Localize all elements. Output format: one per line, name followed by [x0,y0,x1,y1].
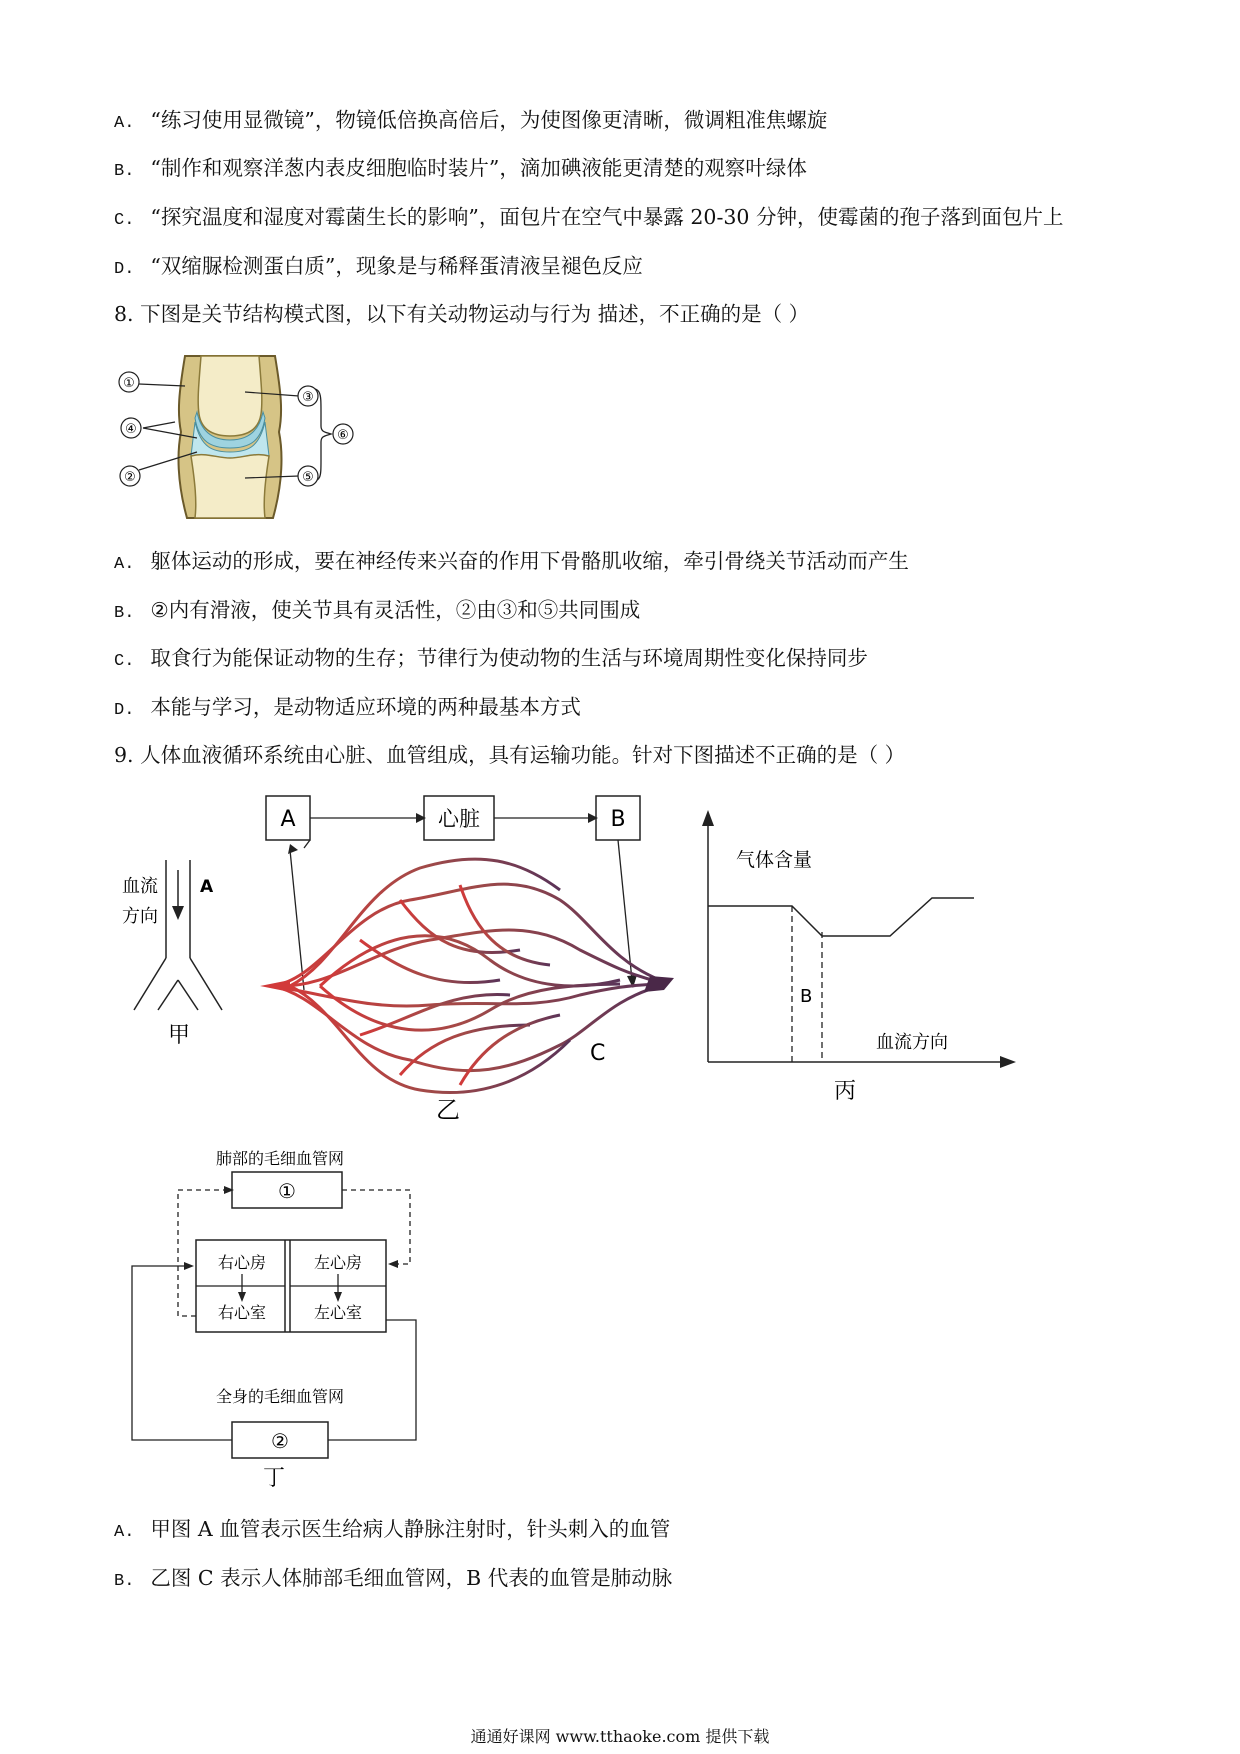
q9-option-b: B. 乙图 C 表示人体肺部毛细血管网，B 代表的血管是肺动脉 [114,1566,673,1591]
svg-text:全身的毛细血管网: 全身的毛细血管网 [215,1387,345,1406]
label-3 [298,386,318,406]
figure-jia-vessel [110,850,250,1055]
svg-text:①: ① [278,1179,296,1203]
svg-text:气体含量: 气体含量 [736,849,813,871]
artery-end [260,980,290,992]
svg-text:B: B [610,807,626,832]
figure-bing-graph [690,800,1030,1110]
label-1 [119,372,139,392]
page-footer: 通通好课网 www.tthaoke.com 提供下载 [470,1727,770,1746]
svg-text:左心房: 左心房 [313,1253,363,1272]
q9-option-a: A. 甲图 A 血管表示医生给病人静脉注射时，针头刺入的血管 [114,1517,671,1542]
svg-text:⑥: ⑥ [337,428,349,443]
q7-option-d: D. “双缩脲检测蛋白质”，现象是与稀释蛋清液呈褪色反应 [114,254,643,279]
svg-text:乙: 乙 [436,1096,460,1124]
gas-curve [708,898,974,936]
figure-yi-capillary [260,790,680,1130]
q7-option-b: B. “制作和观察洋葱内表皮细胞临时装片”，滴加碘液能更清楚的观察叶绿体 [114,156,807,181]
svg-text:③: ③ [302,390,314,405]
svg-text:⑤: ⑤ [302,470,314,485]
q8-option-a: A. 躯体运动的形成，要在神经传来兴奋的作用下骨骼肌收缩，牵引骨绕关节活动而产生 [114,549,909,574]
svg-text:②: ② [124,470,136,485]
svg-text:血流: 血流 [122,876,158,897]
label-4 [121,418,141,438]
svg-text:②: ② [271,1429,289,1453]
svg-text:A: A [200,877,214,897]
svg-text:①: ① [123,376,135,391]
svg-text:右心室: 右心室 [217,1303,267,1322]
svg-text:血流方向: 血流方向 [876,1032,948,1053]
svg-text:A: A [280,807,296,832]
svg-text:B: B [800,986,813,1007]
figure-ding-circulation [120,1140,440,1490]
joint-socket-bone [191,455,269,518]
label-5 [298,466,318,486]
svg-text:④: ④ [125,422,137,437]
label-2 [120,466,140,486]
svg-text:右心房: 右心房 [217,1253,267,1272]
q8-option-c: C. 取食行为能保证动物的生存；节律行为使动物的生活与环境周期性变化保持同步 [114,646,868,671]
q8-option-b: B. ②内有滑液，使关节具有灵活性，②由③和⑤共同围成 [114,598,641,623]
svg-text:甲: 甲 [168,1023,191,1048]
svg-text:方向: 方向 [122,906,158,927]
joint-diagram [115,352,405,522]
q9-stem: 9. 人体血液循环系统由心脏、血管组成，具有运输功能。针对下图描述不正确的是（ ） [114,743,906,767]
label-6 [333,424,353,444]
q7-option-c: C. “探究温度和湿度对霉菌生长的影响”，面包片在空气中暴露 20-30 分钟，使霉菌的孢子落到面包片上 [114,205,1064,230]
svg-text:左心室: 左心室 [313,1303,363,1322]
svg-text:丁: 丁 [262,1466,286,1490]
svg-text:肺部的毛细血管网: 肺部的毛细血管网 [215,1149,345,1168]
joint-head-bone [198,356,262,436]
q8-stem: 8. 下图是关节结构模式图，以下有关动物运动与行为 描述，不正确的是（ ） [114,302,810,326]
q8-option-d: D. 本能与学习，是动物适应环境的两种最基本方式 [114,695,581,720]
svg-text:丙: 丙 [834,1079,857,1104]
svg-text:心脏: 心脏 [438,807,480,831]
svg-text:C: C [590,1041,606,1066]
q7-option-a: A. “练习使用显微镜”，物镜低倍换高倍后，为使图像更清晰，微调粗准焦螺旋 [114,108,828,133]
